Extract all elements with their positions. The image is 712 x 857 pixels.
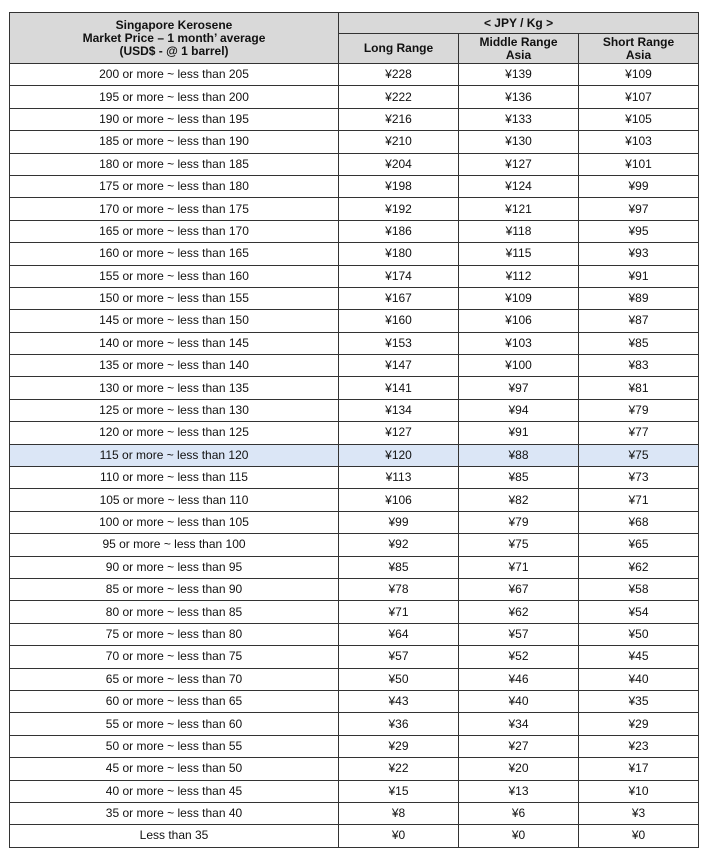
short-range-asia-cell: ¥89 (579, 287, 699, 309)
price-range-cell: 155 or more ~ less than 160 (10, 265, 339, 287)
short-range-asia-cell: ¥75 (579, 444, 699, 466)
middle-range-asia-cell: ¥124 (459, 175, 579, 197)
table-row (10, 310, 699, 332)
short-range-asia-cell: ¥35 (579, 690, 699, 712)
table-row (10, 64, 699, 86)
long-range-cell: ¥134 (339, 399, 459, 421)
price-range-cell: 180 or more ~ less than 185 (10, 153, 339, 175)
table-row (10, 355, 699, 377)
price-range-cell: 120 or more ~ less than 125 (10, 422, 339, 444)
header-line: Short Range (602, 34, 675, 49)
header-line: Middle Range (479, 34, 558, 49)
table-row (10, 623, 699, 645)
table-row (10, 444, 699, 466)
table-row (10, 802, 699, 824)
table-row (10, 601, 699, 623)
price-range-cell: 135 or more ~ less than 140 (10, 355, 339, 377)
long-range-cell: ¥71 (339, 601, 459, 623)
long-range-cell: ¥106 (339, 489, 459, 511)
long-range-cell: ¥153 (339, 332, 459, 354)
price-range-cell: 50 or more ~ less than 55 (10, 735, 339, 757)
long-range-cell: ¥180 (339, 243, 459, 265)
middle-range-asia-cell: ¥121 (459, 198, 579, 220)
price-range-cell: 70 or more ~ less than 75 (10, 646, 339, 668)
middle-range-asia-cell: ¥133 (459, 108, 579, 130)
long-range-cell: ¥186 (339, 220, 459, 242)
short-range-asia-cell: ¥101 (579, 153, 699, 175)
price-range-cell: 185 or more ~ less than 190 (10, 131, 339, 153)
short-range-asia-cell: ¥62 (579, 556, 699, 578)
long-range-cell: ¥216 (339, 108, 459, 130)
market-price-header (10, 13, 339, 64)
long-range-cell: ¥210 (339, 131, 459, 153)
short-range-asia-cell: ¥73 (579, 467, 699, 489)
middle-range-asia-cell: ¥0 (459, 825, 579, 847)
table-row (10, 422, 699, 444)
short-range-asia-cell: ¥109 (579, 64, 699, 86)
short-range-asia-cell: ¥29 (579, 713, 699, 735)
price-range-cell: 150 or more ~ less than 155 (10, 287, 339, 309)
price-range-cell: 85 or more ~ less than 90 (10, 578, 339, 600)
middle-range-asia-cell: ¥57 (459, 623, 579, 645)
table-row (10, 243, 699, 265)
table-row (10, 108, 699, 130)
table-row (10, 265, 699, 287)
short-range-asia-cell: ¥65 (579, 534, 699, 556)
middle-range-asia-cell: ¥46 (459, 668, 579, 690)
table-row (10, 377, 699, 399)
price-range-cell: 65 or more ~ less than 70 (10, 668, 339, 690)
header-line: Long Range (363, 41, 434, 55)
table-row (10, 198, 699, 220)
price-table-container (9, 12, 699, 848)
middle-range-asia-cell: ¥71 (459, 556, 579, 578)
price-range-cell: 90 or more ~ less than 95 (10, 556, 339, 578)
table-row (10, 220, 699, 242)
middle-range-asia-cell: ¥13 (459, 780, 579, 802)
price-range-cell: 105 or more ~ less than 110 (10, 489, 339, 511)
table-row (10, 175, 699, 197)
middle-range-asia-cell: ¥109 (459, 287, 579, 309)
short-range-asia-cell: ¥58 (579, 578, 699, 600)
header-line: Asia (625, 47, 652, 62)
header-line: (USD$ - @ 1 barrel) (119, 43, 229, 58)
middle-range-asia-cell: ¥136 (459, 86, 579, 108)
table-row (10, 332, 699, 354)
middle-range-asia-cell: ¥62 (459, 601, 579, 623)
price-range-cell: 195 or more ~ less than 200 (10, 86, 339, 108)
price-range-cell: 55 or more ~ less than 60 (10, 713, 339, 735)
short-range-asia-cell: ¥40 (579, 668, 699, 690)
middle-range-asia-cell: ¥106 (459, 310, 579, 332)
price-range-cell: 115 or more ~ less than 120 (10, 444, 339, 466)
price-range-cell: 100 or more ~ less than 105 (10, 511, 339, 533)
table-header (10, 13, 699, 64)
long-range-cell: ¥204 (339, 153, 459, 175)
long-range-cell: ¥167 (339, 287, 459, 309)
long-range-cell: ¥198 (339, 175, 459, 197)
price-range-cell: 140 or more ~ less than 145 (10, 332, 339, 354)
long-range-cell: ¥228 (339, 64, 459, 86)
short-range-asia-cell: ¥50 (579, 623, 699, 645)
price-range-cell: 200 or more ~ less than 205 (10, 64, 339, 86)
long-range-cell: ¥92 (339, 534, 459, 556)
long-range-cell: ¥22 (339, 758, 459, 780)
short-range-asia-cell: ¥17 (579, 758, 699, 780)
short-range-asia-cell: ¥87 (579, 310, 699, 332)
price-range-cell: 95 or more ~ less than 100 (10, 534, 339, 556)
price-range-cell: 40 or more ~ less than 45 (10, 780, 339, 802)
long-range-cell: ¥78 (339, 578, 459, 600)
middle-range-asia-cell: ¥94 (459, 399, 579, 421)
short-range-asia-cell: ¥85 (579, 332, 699, 354)
middle-range-asia-header (459, 34, 579, 64)
long-range-cell: ¥192 (339, 198, 459, 220)
header-line: Asia (505, 47, 532, 62)
middle-range-asia-cell: ¥52 (459, 646, 579, 668)
long-range-cell: ¥222 (339, 86, 459, 108)
short-range-asia-cell: ¥99 (579, 175, 699, 197)
long-range-cell: ¥57 (339, 646, 459, 668)
price-range-cell: 160 or more ~ less than 165 (10, 243, 339, 265)
middle-range-asia-cell: ¥130 (459, 131, 579, 153)
kerosene-price-table (9, 12, 699, 848)
short-range-asia-cell: ¥68 (579, 511, 699, 533)
middle-range-asia-cell: ¥115 (459, 243, 579, 265)
short-range-asia-cell: ¥105 (579, 108, 699, 130)
table-row (10, 131, 699, 153)
table-row (10, 489, 699, 511)
jpy-kg-group-header: < JPY / Kg > (339, 13, 699, 34)
table-row (10, 578, 699, 600)
middle-range-asia-cell: ¥6 (459, 802, 579, 824)
middle-range-asia-cell: ¥97 (459, 377, 579, 399)
price-range-cell: 125 or more ~ less than 130 (10, 399, 339, 421)
short-range-asia-cell: ¥0 (579, 825, 699, 847)
short-range-asia-cell: ¥97 (579, 198, 699, 220)
table-row (10, 758, 699, 780)
table-row (10, 86, 699, 108)
long-range-cell: ¥8 (339, 802, 459, 824)
table-row (10, 534, 699, 556)
long-range-cell: ¥99 (339, 511, 459, 533)
table-row (10, 153, 699, 175)
header-row-top (10, 13, 699, 34)
table-row (10, 735, 699, 757)
middle-range-asia-cell: ¥27 (459, 735, 579, 757)
short-range-asia-cell: ¥83 (579, 355, 699, 377)
header-line: Market Price – 1 month’ average (82, 30, 266, 45)
long-range-cell: ¥15 (339, 780, 459, 802)
long-range-cell: ¥127 (339, 422, 459, 444)
middle-range-asia-cell: ¥75 (459, 534, 579, 556)
middle-range-asia-cell: ¥67 (459, 578, 579, 600)
short-range-asia-cell: ¥3 (579, 802, 699, 824)
table-row (10, 556, 699, 578)
table-row (10, 399, 699, 421)
long-range-cell: ¥29 (339, 735, 459, 757)
price-range-cell: 45 or more ~ less than 50 (10, 758, 339, 780)
long-range-cell: ¥64 (339, 623, 459, 645)
long-range-cell: ¥85 (339, 556, 459, 578)
table-row (10, 780, 699, 802)
long-range-cell: ¥147 (339, 355, 459, 377)
table-row (10, 713, 699, 735)
table-row (10, 467, 699, 489)
long-range-cell: ¥113 (339, 467, 459, 489)
long-range-cell: ¥141 (339, 377, 459, 399)
price-range-cell: 165 or more ~ less than 170 (10, 220, 339, 242)
short-range-asia-header (579, 34, 699, 64)
short-range-asia-cell: ¥81 (579, 377, 699, 399)
long-range-cell: ¥120 (339, 444, 459, 466)
long-range-cell: ¥50 (339, 668, 459, 690)
price-range-cell: 35 or more ~ less than 40 (10, 802, 339, 824)
middle-range-asia-cell: ¥85 (459, 467, 579, 489)
short-range-asia-cell: ¥71 (579, 489, 699, 511)
header-line: Singapore Kerosene (115, 17, 233, 32)
middle-range-asia-cell: ¥20 (459, 758, 579, 780)
short-range-asia-cell: ¥103 (579, 131, 699, 153)
short-range-asia-cell: ¥54 (579, 601, 699, 623)
middle-range-asia-cell: ¥103 (459, 332, 579, 354)
price-range-cell: 110 or more ~ less than 115 (10, 467, 339, 489)
middle-range-asia-cell: ¥88 (459, 444, 579, 466)
long-range-cell: ¥43 (339, 690, 459, 712)
short-range-asia-cell: ¥10 (579, 780, 699, 802)
price-range-cell: 75 or more ~ less than 80 (10, 623, 339, 645)
middle-range-asia-cell: ¥82 (459, 489, 579, 511)
table-row (10, 287, 699, 309)
middle-range-asia-cell: ¥118 (459, 220, 579, 242)
table-row (10, 646, 699, 668)
long-range-header (339, 34, 459, 64)
long-range-cell: ¥174 (339, 265, 459, 287)
short-range-asia-cell: ¥79 (579, 399, 699, 421)
price-range-cell: 170 or more ~ less than 175 (10, 198, 339, 220)
middle-range-asia-cell: ¥112 (459, 265, 579, 287)
price-range-cell: 175 or more ~ less than 180 (10, 175, 339, 197)
short-range-asia-cell: ¥91 (579, 265, 699, 287)
table-row (10, 825, 699, 847)
table-body (10, 64, 699, 848)
middle-range-asia-cell: ¥100 (459, 355, 579, 377)
table-row (10, 668, 699, 690)
price-range-cell: 130 or more ~ less than 135 (10, 377, 339, 399)
short-range-asia-cell: ¥45 (579, 646, 699, 668)
short-range-asia-cell: ¥93 (579, 243, 699, 265)
middle-range-asia-cell: ¥40 (459, 690, 579, 712)
price-range-cell: 60 or more ~ less than 65 (10, 690, 339, 712)
short-range-asia-cell: ¥107 (579, 86, 699, 108)
short-range-asia-cell: ¥23 (579, 735, 699, 757)
middle-range-asia-cell: ¥91 (459, 422, 579, 444)
short-range-asia-cell: ¥95 (579, 220, 699, 242)
middle-range-asia-cell: ¥139 (459, 64, 579, 86)
middle-range-asia-cell: ¥127 (459, 153, 579, 175)
price-range-cell: 80 or more ~ less than 85 (10, 601, 339, 623)
long-range-cell: ¥36 (339, 713, 459, 735)
price-range-cell: 145 or more ~ less than 150 (10, 310, 339, 332)
middle-range-asia-cell: ¥79 (459, 511, 579, 533)
table-row (10, 511, 699, 533)
long-range-cell: ¥0 (339, 825, 459, 847)
price-range-cell: 190 or more ~ less than 195 (10, 108, 339, 130)
price-range-cell: Less than 35 (10, 825, 339, 847)
long-range-cell: ¥160 (339, 310, 459, 332)
middle-range-asia-cell: ¥34 (459, 713, 579, 735)
short-range-asia-cell: ¥77 (579, 422, 699, 444)
table-row (10, 690, 699, 712)
